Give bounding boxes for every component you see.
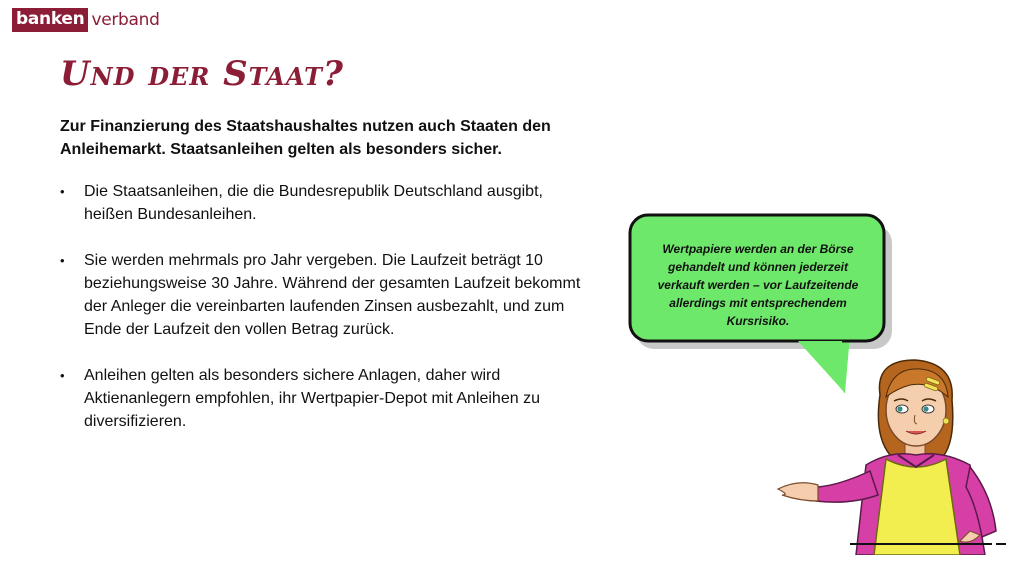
vest xyxy=(874,459,960,555)
bullet-marker: • xyxy=(60,184,65,199)
bubble-text: Wertpapiere werden an der Börse gehandelt und können jederzeit verkauft werden – vor Laufzeitende allerdings mit entsprechendem Kursrisiko. xyxy=(657,242,859,328)
intro-text: Zur Finanzierung des Staatshaushaltes nutzen auch Staaten den Anleihemarkt. Staatsanleihen gelten als besonders sicher. xyxy=(60,118,551,158)
bullet-item xyxy=(60,180,590,226)
bullet-list xyxy=(60,180,590,456)
logo-rest-text: verband xyxy=(91,10,160,30)
slide-title: Und der Staat? xyxy=(60,54,344,94)
bullet-marker: • xyxy=(60,368,65,383)
hand xyxy=(778,483,818,501)
bankenverband-logo xyxy=(12,8,160,32)
bullet-text: Anleihen gelten als besonders sichere Anlagen, daher wird Aktienanlegern empfohlen, ihr Wertpapier-Depot mit Anleihen zu diversifizieren. xyxy=(84,367,540,430)
logo-box-text: banken xyxy=(12,8,88,32)
bullet-item xyxy=(60,364,590,433)
bullet-marker: • xyxy=(60,253,65,268)
woman-illustration xyxy=(770,355,1010,555)
bullet-text: Die Staatsanleihen, die die Bundesrepublik Deutschland ausgibt, heißen Bundesanleihen. xyxy=(84,183,543,223)
bullet-item xyxy=(60,249,590,341)
bullet-text: Sie werden mehrmals pro Jahr vergeben. Die Laufzeit beträgt 10 beziehungsweise 30 Jahre. Während der gesamten Laufzeit bekommt der Anleger die vereinbarten laufenden Zinsen ausbezahlt, und zum Ende der Laufzeit den vollen Betrag zurück. xyxy=(84,252,581,338)
